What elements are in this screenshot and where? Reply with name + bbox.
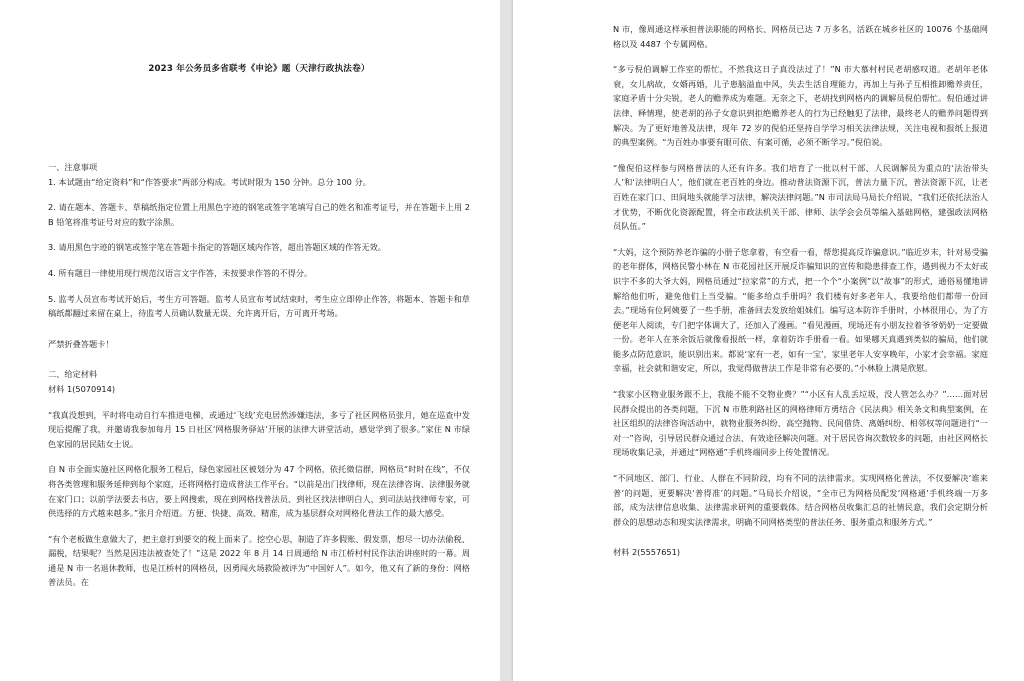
notice-item: 5. 监考人员宣布考试开始后，考生方可答题。监考人员宣布考试结束时，考生应立即停止作答，将题本、答题卡和草稿纸都翻过来留在桌上，待监考人员确认数量无误、允许离开后，方可离开考场。 <box>48 293 470 319</box>
body-paragraph: “多亏倪伯调解工作室的帮忙，不然我这日子真没法过了！”N 市大慕村村民老胡感叹道。老胡年老体衰，女儿病故，女婿再婚，儿子患脑溢血中风，失去生活自理能力，再加上与孙子互相推卸赡养责任，家庭矛盾十分尖锐，老人的赡养成为难题。无奈之下，老胡找到网格内的调解员倪伯帮忙。倪伯通过讲法律、释情理，使老胡的孙子女意识到拒绝赡养老人的行为已经触犯了法律，最终老人的赡养问题得到解决。为了更好地普及法律，现年 72 岁的倪伯还坚持自学学习相关法律法规，关注电视和报纸上报道的典型案例。“为百姓办事要有眼可依、有案可循，必须不断学习。”倪伯说。 <box>613 64 988 148</box>
body-paragraph: “不同地区、部门、行业、人群在不同阶段，均有不同的法律需求。实现网格化普法，不仅要解决‘谁来普’的问题，更要解决‘普得准’的问题。”马局长介绍说，“全市已为网格员配发‘网格通’手机终端一万多部，成为法律信息收集、法律需求研判的重要载体。结合网格员收集汇总的社情民意，我们会定期分析群众的思想动态和现实法律需求，明确不同网格类型的普法任务、服务重点和服务方式。” <box>613 473 988 527</box>
body-paragraph: “有个老板做生意做大了，把主意打到要交的税上面来了。挖空心思，制造了许多假账、假发票，想尽一切办法偷税、漏税，结果呢？当然是因违法被查处了！”这是 2022 年 8 月 14 日周通给 N 市江桥村村民作法治讲座时的一幕。周通是 N 市一名退休教师，也是江桥村的网格员，因勇闯火场救险被评为“中国好人”。如今，他又有了新的身份：网格普法员。在 <box>48 533 470 588</box>
notice-heading: 一、注意事项 <box>48 162 98 172</box>
materials-heading: 二、给定材料 <box>48 369 98 380</box>
page-gap <box>500 0 513 681</box>
body-paragraph: “大妈，这个预防养老诈骗的小册子您拿着，有空看一看，帮您提高反诈骗意识。”临近岁末，针对易受骗的老年群体，网格民警小林在 N 市花园社区开展反诈骗知识的宣传和隐患排查工作，遇到视力不太好或识字不多的大爷大妈，网格员通过“拉家常”的方式，把一个个“小案例”以“故事”的形式，通俗易懂地讲解给他们听，避免他们上当受骗。“能多给点手册吗？我们楼有好多老年人，我要给他们都带一份回去。”现场有位阿姨要了一些手册，准备回去发放给姐妹们。编写这本防诈手册时，小林很用心，为了方便老年人阅读，专门把字体调大了，还加入了漫画。“看见漫画，现场还有小朋友拉着爷爷奶奶一定要做一份。老年人在茶余饭后就像看报纸一样，拿着防诈手册看一看。如果哪天真遇到类似的骗局，他们就能多点防范意识，能识别出来。都说‘家有一老，如有一宝’，家里老年人安享晚年，小家才会幸福。家庭幸福，社会就和谐安定，所以，我觉得做普法工作是非常有必要的。”小林脸上满是欣慰。 <box>613 246 988 374</box>
body-paragraph: 自 N 市全面实施社区网格化服务工程后，绿色家园社区被划分为 47 个网格，依托微信群，网格员“时时在线”，不仅将各类管理和服务延伸到每个家庭，还将网格打造成普法工作平台。“以前是出门找律师，现在法律咨询、法律服务就在家门口；以前学法要去书店，要上网搜索，现在到网格找普法员、到社区找法律明白人，到司法站找律师专家，可供选择的方式越来越多。”张月介绍道。方便、快捷、高效、精准，成为基层群众对网格化普法工作的最大感受。 <box>48 464 470 519</box>
body-paragraph: “我真没想到，平时将电动自行车推进电梯，或通过‘飞线’充电居然涉嫌违法，多亏了社区网格员张月，她在巡查中发现后提醒了我，并邀请我参加每月 15 日社区‘网格服务驿站’开展的法律大讲堂活动，感觉学到了很多。”家住 N 市绿色家园的居民陆女士说。 <box>48 409 470 449</box>
document-page-left <box>0 0 500 681</box>
notice-item: 1. 本试题由“给定资料”和“作答要求”两部分构成。考试时限为 150 分钟。总分 100 分。 <box>48 176 371 187</box>
document-page-right <box>513 0 1024 681</box>
material-label: 材料 2(5557651) <box>613 547 681 558</box>
notice-item: 4. 所有题目一律使用现行规范汉语言文字作答，未按要求作答的不得分。 <box>48 267 313 278</box>
body-paragraph: N 市，像周通这样承担普法职能的网格长、网格员已达 7 万多名，活跃在城乡社区的 10076 个基础网格以及 4487 个专属网格。 <box>613 24 988 49</box>
notice-item: 3. 请用黑色字迹的钢笔或签字笔在答题卡指定的答题区域内作答，超出答题区域的作答无效。 <box>48 242 386 253</box>
material-label: 材料 1(5070914) <box>48 383 116 394</box>
body-paragraph: “像倪伯这样参与网格普法的人还有许多。我们培育了一批以村干部、人民调解员为重点的‘法治带头人’和‘法律明白人’，他们就在老百姓的身边。推动普法资源下沉，普法力量下沉，普法资源下沉，让老百姓在家门口、田间地头就能学习法律，解决法律问题。”N 市司法局马局长介绍说，“我们还依托法治人才优势，不断优化资源配置，将全市政法机关干部、律师、法学会会员等编入基础网格，建强政法网格员队伍。” <box>613 162 988 232</box>
exam-title: 2023 年公务员多省联考《申论》题（天津行政执法卷） <box>148 64 370 74</box>
strict-notice: 严禁折叠答题卡！ <box>48 338 114 349</box>
notice-item: 2. 请在题本、答题卡、草稿纸指定位置上用黑色字迹的钢笔或签字笔填写自己的姓名和准考证号，并在答题卡上用 2B 铅笔将准考证号对应的数字涂黑。 <box>48 202 470 227</box>
body-paragraph: “我家小区物业服务跟不上，我能不能不交物业费？”“小区有人乱丢垃圾，没人管怎么办？”……面对居民群众提出的各类问题，下沉 N 市胜利路社区的网格律师方勇结合《民法典》相关条文和典型案例，在社区组织的法律咨询活动中，就物业服务纠纷、高空抛物、民间借贷、离婚纠纷、相邻权等问题进行“一对一”咨询，引导居民群众通过合法、有效途径解决问题。对于居民咨询次数较多的问题，由社区网格长现场收集记录，并通过“网格通”手机终端同步上传处置情况。 <box>613 389 988 458</box>
